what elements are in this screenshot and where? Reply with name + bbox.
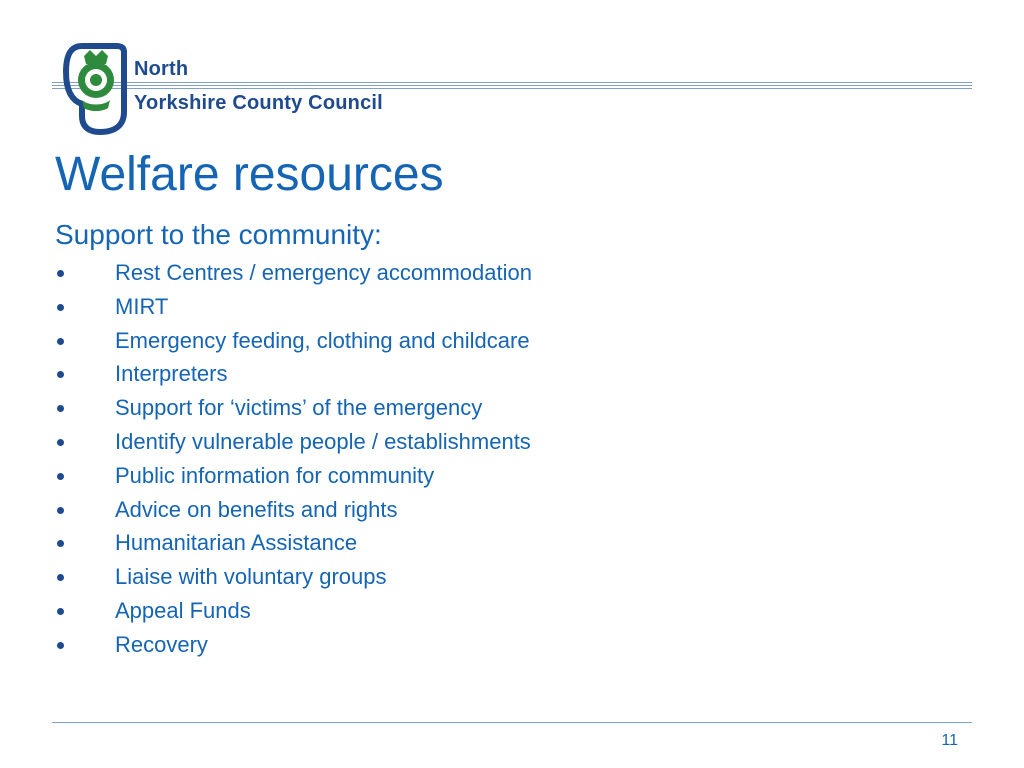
bullet-text: Advice on benefits and rights [115, 496, 398, 522]
bullet-text: Identify vulnerable people / establishments [115, 428, 531, 454]
slide-subtitle: Support to the community: [55, 219, 382, 250]
crest-base [82, 100, 110, 111]
bullet-icon [57, 304, 64, 311]
bullet-icon [57, 642, 64, 649]
bullet-text: Recovery [115, 631, 208, 657]
council-name-yorkshire: Yorkshire County Council [134, 92, 383, 114]
bullet-text: MIRT [115, 293, 169, 319]
header-rule-line [52, 88, 972, 89]
bullet-text: Liaise with voluntary groups [115, 564, 387, 590]
bullet-icon [57, 473, 64, 480]
bullet-icon [57, 371, 64, 378]
bullet-text: Emergency feeding, clothing and childcare [115, 327, 530, 353]
bullet-icon [57, 439, 64, 446]
crest-rose-center [90, 74, 102, 86]
council-name-north: North [134, 58, 189, 80]
bullet-icon [57, 405, 64, 412]
bullet-icon [57, 270, 64, 277]
bullet-icon [57, 608, 64, 615]
bullet-text: Public information for community [115, 462, 435, 488]
bullet-text: Rest Centres / emergency accommodation [115, 260, 532, 285]
council-crest-logo [62, 42, 132, 136]
header-rule [52, 82, 972, 90]
bullet-text: Interpreters [115, 361, 228, 387]
bullet-text: Support for ‘victims’ of the emergency [115, 395, 483, 421]
bullet-text: Appeal Funds [115, 597, 251, 623]
bullet-icon [57, 338, 64, 345]
bullet-icon [57, 574, 64, 581]
page-number: 11 [941, 732, 958, 749]
header-rule-line [52, 82, 972, 83]
bullet-icon [57, 540, 64, 547]
slide-title: Welfare resources [55, 148, 444, 201]
bullet-icon [57, 507, 64, 514]
footer-rule [52, 722, 972, 723]
header-rule-line [52, 85, 972, 86]
bullet-text: Humanitarian Assistance [115, 530, 358, 556]
crest-crown [84, 50, 108, 64]
